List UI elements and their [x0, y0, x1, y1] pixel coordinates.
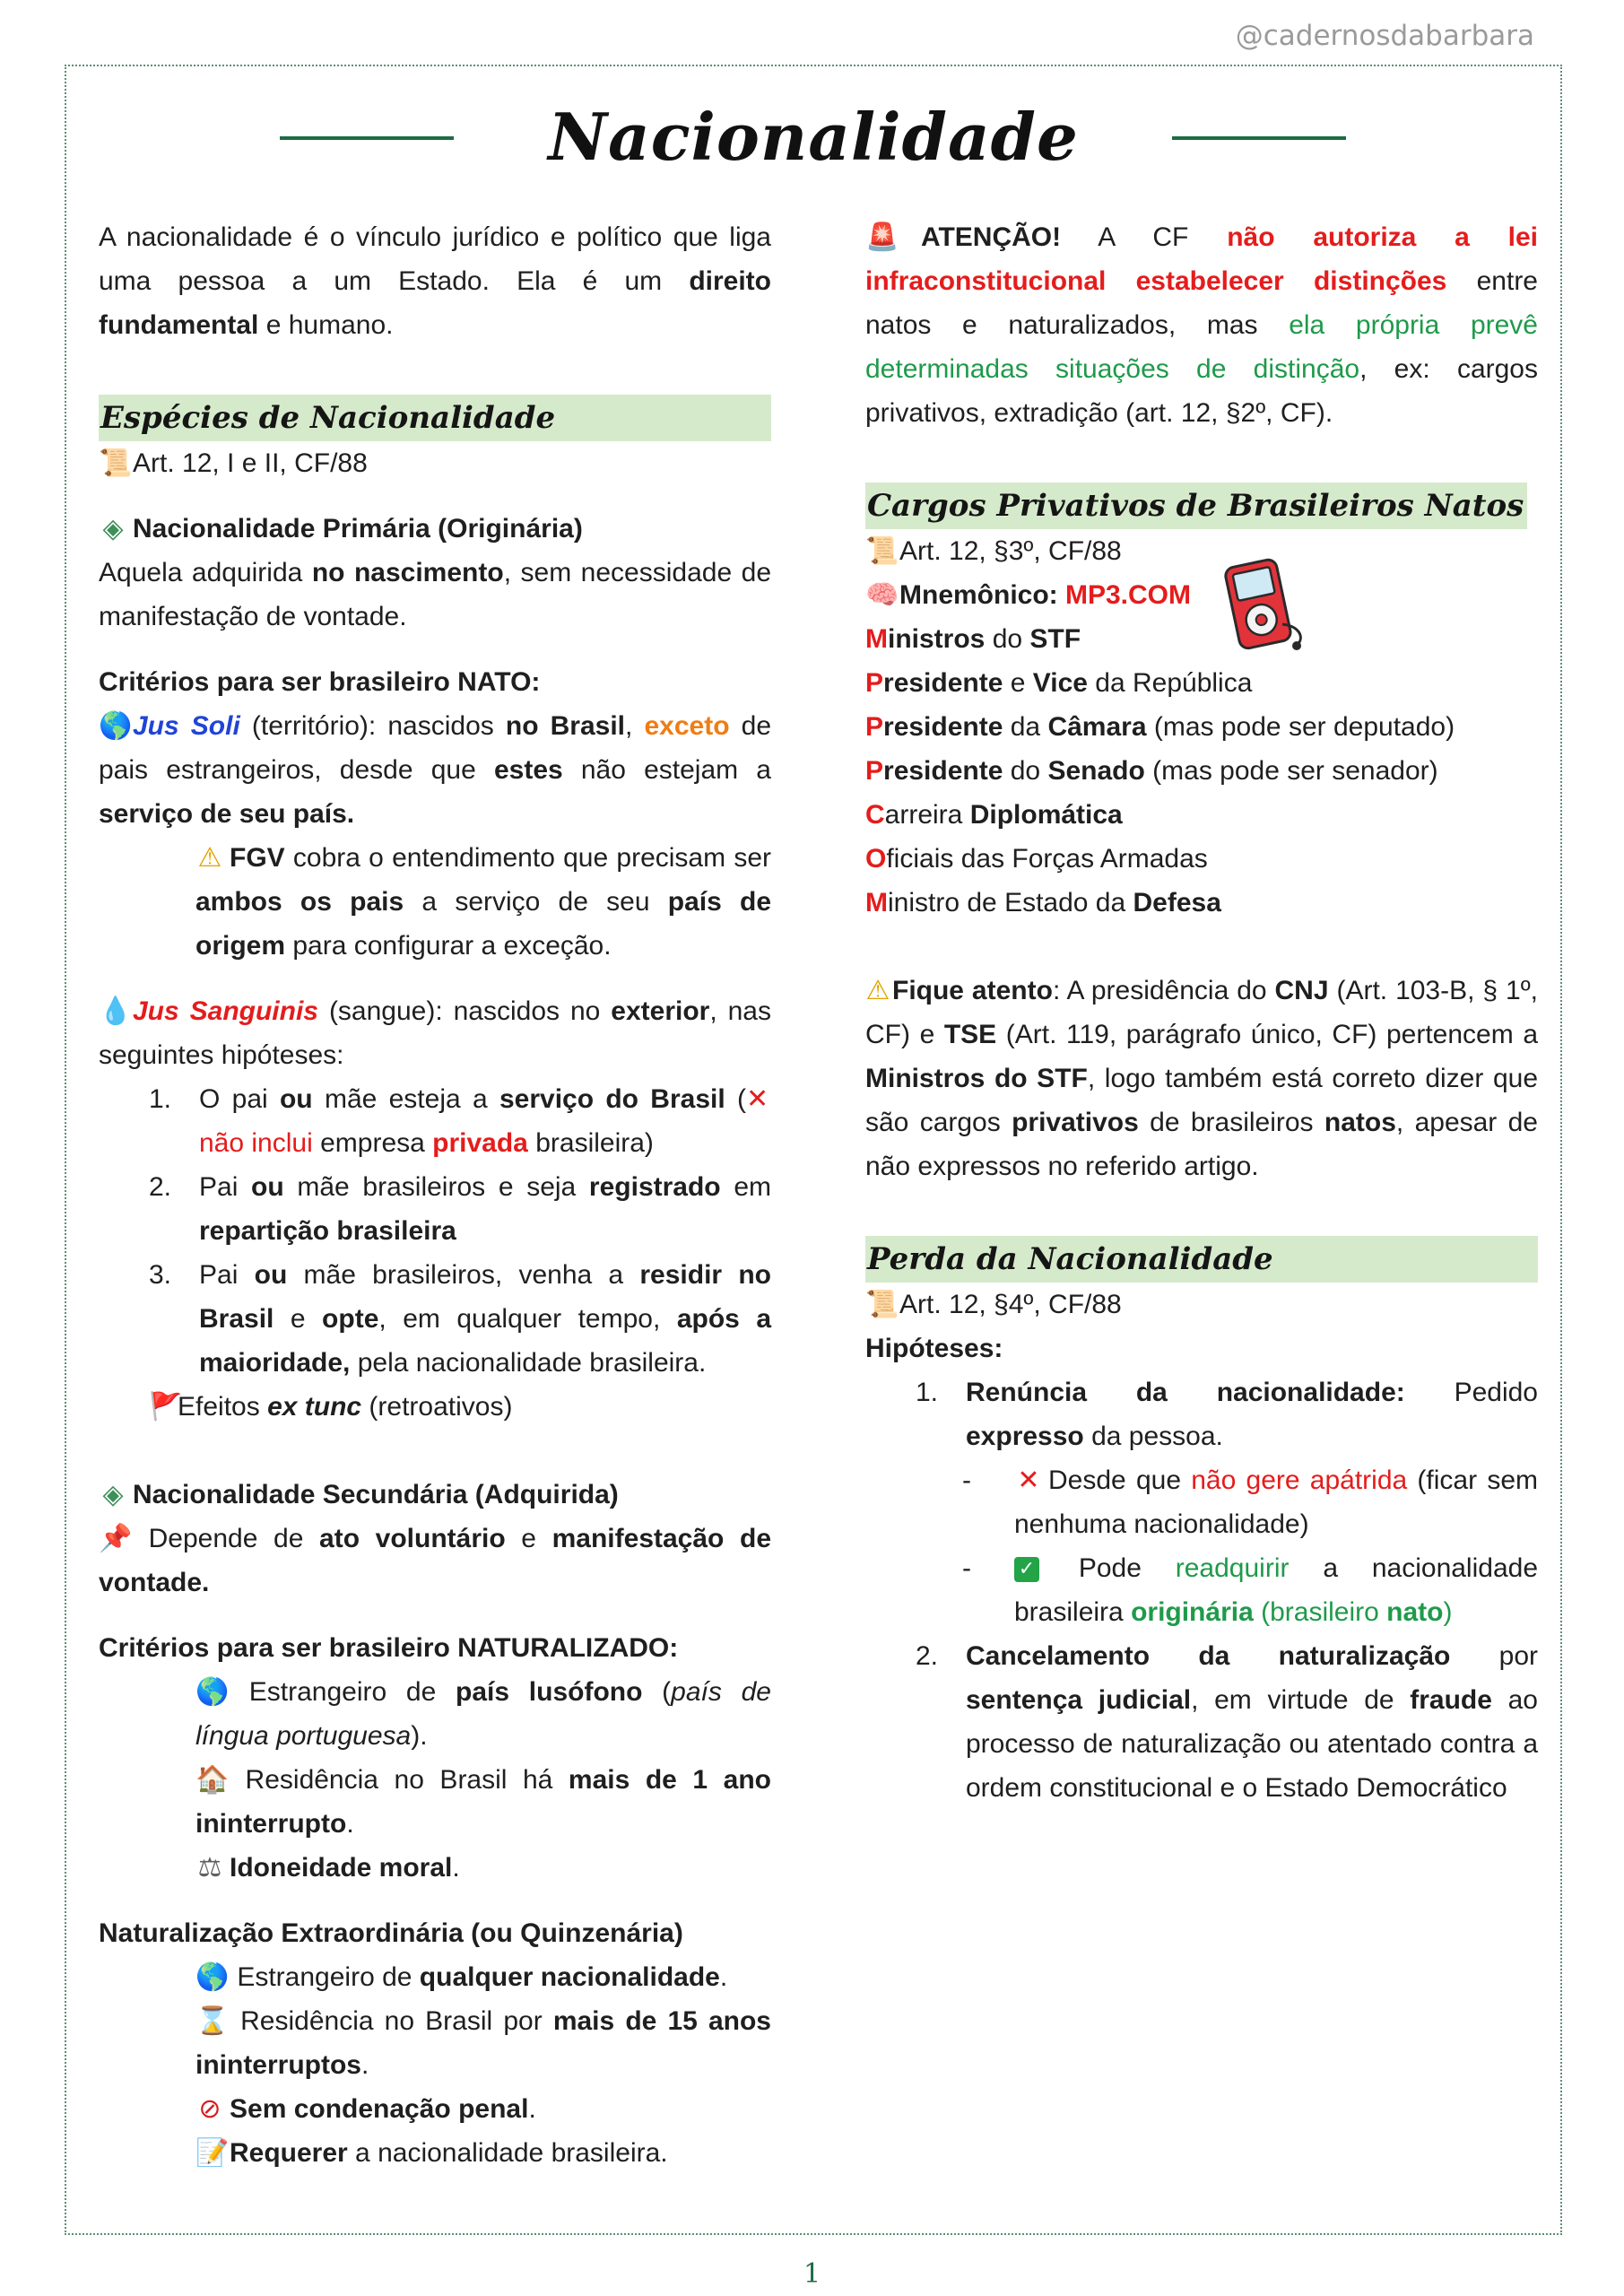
diamond-icon: ◈	[102, 513, 124, 544]
warning-icon: ⚠	[197, 842, 222, 874]
diamond-icon: ◈	[102, 1479, 124, 1510]
fique-atento-paragraph: ⚠Fique atento: A presidência do CNJ (Art. 103-B, § 1º, CF) e TSE (Art. 119, parágrafo único, CF) pertencem a Ministros do STF, logo também está correto dizer que são cargos privativos de brasileiros natos, apesar de não expressos no referido artigo.	[865, 969, 1538, 1188]
watermark: @cadernosdabarbara	[1235, 20, 1534, 52]
siren-icon: 🚨	[865, 222, 899, 253]
ext-criterion-4: 📝Requerer a nacionalidade brasileira.	[99, 2131, 771, 2175]
title-area	[65, 90, 1562, 197]
cross-icon: ✕	[1017, 1465, 1040, 1496]
prohibited-icon: ⊘	[198, 2093, 221, 2125]
title-line-right	[1172, 136, 1346, 140]
house-icon: 🏠	[195, 1764, 230, 1796]
sub-list-item: - ✕ Desde que não gere apátrida (ficar sem nenhuma nacionalidade)	[916, 1458, 1538, 1546]
primaria-text: Aquela adquirida no nascimento, sem necessidade de manifestação de vontade.	[99, 558, 771, 631]
list-item: 2. Pai ou mãe brasileiros e seja registrado em repartição brasileira	[149, 1172, 771, 1246]
section-especies: Espécies de Nacionalidade	[99, 395, 771, 441]
heading-criterios-nato: Critérios para ser brasileiro NATO:	[99, 667, 541, 697]
list-item: 3. Pai ou mãe brasileiros, venha a residir no Brasil e opte, em qualquer tempo, após a maioridade, pela nacionalidade brasileira.	[149, 1260, 772, 1378]
cargo-item: Presidente da Câmara (mas pode ser deputado)	[865, 712, 1455, 742]
ref-perda: 📜Art. 12, §4º, CF/88	[865, 1283, 1538, 1326]
fgv-note: ⚠ FGV cobra o entendimento que precisam ser ambos os pais a serviço de seu país de origem para configurar a exceção.	[99, 836, 771, 968]
check-icon: ✓	[1014, 1557, 1039, 1582]
heading-extraordinaria: Naturalização Extraordinária (ou Quinzenária)	[99, 1918, 683, 1948]
globe-icon: 🌎	[195, 1961, 230, 1993]
right-column	[865, 215, 1538, 1810]
cargos-list	[865, 617, 1538, 925]
perda-list	[865, 1370, 1538, 1810]
nat-criterion-3: ⚖ Idoneidade moral.	[99, 1846, 771, 1890]
cargo-item: Presidente do Senado (mas pode ser senador)	[865, 756, 1438, 786]
scroll-icon: 📜	[865, 1289, 899, 1320]
list-item: 1. Renúncia da nacionalidade: Pedido expresso da pessoa.	[916, 1378, 1538, 1451]
list-item: 1. O pai ou mãe esteja a serviço do Brasil (✕não inclui empresa privada brasileira)	[149, 1077, 771, 1165]
heading-primaria: ◈ Nacionalidade Primária (Originária)	[99, 507, 771, 551]
secundaria-text: 📌 Depende de ato voluntário e manifestação de vontade.	[99, 1517, 771, 1605]
list-item: 2. Cancelamento da naturalização por sentença judicial, em virtude de fraude ao processo de naturalização ou atentado contra a ordem constitucional e o Estado Democrático	[916, 1641, 1538, 1803]
hipoteses-label: Hipóteses:	[865, 1334, 1003, 1363]
mnemonico: 🧠Mnemônico: MP3.COM	[865, 573, 1538, 617]
cargo-item: Oficiais das Forças Armadas	[865, 844, 1208, 874]
intro-paragraph: A nacionalidade é o vínculo jurídico e político que liga uma pessoa a um Estado. Ela é um direito fundamental e humano.	[99, 222, 771, 340]
ref-cargos: 📜Art. 12, §3º, CF/88	[865, 529, 1538, 573]
jus-sanguinis-text: 💧Jus Sanguinis (sangue): nascidos no exterior, nas seguintes hipóteses:	[99, 989, 771, 1077]
nat-criterion-2: 🏠 Residência no Brasil há mais de 1 ano ininterrupto.	[99, 1758, 771, 1846]
page-title: Nacionalidade	[548, 99, 1079, 175]
scale-icon: ⚖	[197, 1852, 222, 1883]
efeitos-note: 🚩Efeitos ex tunc (retroativos)	[149, 1385, 771, 1429]
hourglass-icon: ⌛	[195, 2005, 230, 2037]
ext-criterion-3: ⊘ Sem condenação penal.	[99, 2087, 771, 2131]
heading-criterios-naturalizado: Critérios para ser brasileiro NATURALIZADO:	[99, 1633, 679, 1663]
scroll-icon: 📜	[865, 535, 899, 567]
blood-drop-icon: 💧	[99, 996, 133, 1027]
sanguinis-list	[99, 1077, 771, 1429]
section-cargos: Cargos Privativos de Brasileiros Natos	[865, 483, 1527, 529]
scroll-icon: 📜	[99, 448, 133, 479]
pin-icon: 📌	[99, 1523, 133, 1554]
cargo-item: Carreira Diplomática	[865, 800, 1123, 830]
warning-icon: ⚠	[865, 975, 890, 1006]
ref-especies: 📜Art. 12, I e II, CF/88	[99, 441, 771, 485]
ext-criterion-2: ⌛ Residência no Brasil por mais de 15 anos ininterruptos.	[99, 1999, 771, 2087]
cargo-item: Presidente e Vice da República	[865, 668, 1253, 698]
cargo-item: Ministros do STF	[865, 624, 1081, 654]
cross-icon: ✕	[746, 1083, 769, 1115]
brain-icon: 🧠	[865, 579, 899, 611]
ext-criterion-1: 🌎 Estrangeiro de qualquer nacionalidade.	[99, 1955, 771, 1999]
cargo-item: Ministro de Estado da Defesa	[865, 888, 1221, 918]
heading-secundaria: ◈ Nacionalidade Secundária (Adquirida)	[99, 1473, 771, 1517]
section-perda: Perda da Nacionalidade	[865, 1236, 1538, 1283]
page-number: 1	[803, 2258, 821, 2290]
mp3-player-icon	[1220, 554, 1309, 653]
sub-list-item: - ✓ Pode readquirir a nacionalidade brasileira originária (brasileiro nato)	[962, 1553, 1539, 1627]
jus-soli-text: 🌎Jus Soli (território): nascidos no Brasil, exceto de pais estrangeiros, desde que estes não estejam a serviço de seu país.	[99, 704, 771, 836]
globe-icon: 🌎	[99, 710, 133, 742]
memo-icon: 📝	[195, 2137, 230, 2169]
atencao-paragraph: 🚨 ATENÇÃO! A CF não autoriza a lei infraconstitucional estabelecer distinções entre natos e naturalizados, mas ela própria prevê determinadas situações de distinção, ex: cargos privativos, extradição (art. 12, §2º, CF).	[865, 215, 1538, 435]
globe-icon: 🌎	[195, 1676, 230, 1708]
flag-icon: 🚩	[149, 1391, 183, 1422]
left-column	[99, 215, 771, 2175]
nat-criterion-1: 🌎 Estrangeiro de país lusófono (país de língua portuguesa).	[99, 1670, 771, 1758]
